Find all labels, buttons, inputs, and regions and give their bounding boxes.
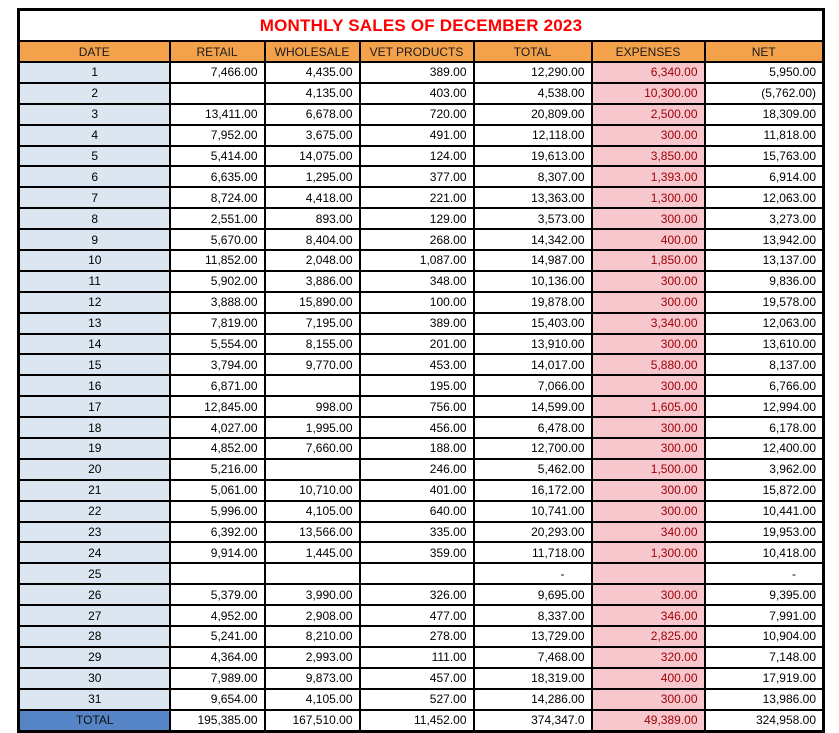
cell-date: 27 xyxy=(19,605,170,626)
cell-total: 10,136.00 xyxy=(474,271,592,292)
cell-retail: 4,364.00 xyxy=(170,647,265,668)
cell-retail: 5,670.00 xyxy=(170,229,265,250)
table-row xyxy=(19,522,824,543)
cell-vet-products: 457.00 xyxy=(360,668,474,689)
cell-wholesale: 8,210.00 xyxy=(265,626,360,647)
cell-retail: 5,414.00 xyxy=(170,146,265,167)
cell-retail: 4,852.00 xyxy=(170,438,265,459)
column-header-total: TOTAL xyxy=(474,41,592,62)
table-row xyxy=(19,668,824,689)
cell-net: 19,953.00 xyxy=(705,522,824,543)
cell-total: 20,809.00 xyxy=(474,104,592,125)
cell-total: 12,118.00 xyxy=(474,125,592,146)
cell-net: 19,578.00 xyxy=(705,292,824,313)
cell-retail: 7,819.00 xyxy=(170,313,265,334)
table-row xyxy=(19,166,824,187)
cell-wholesale xyxy=(265,459,360,480)
table-row xyxy=(19,542,824,563)
cell-vet-products: 527.00 xyxy=(360,689,474,710)
cell-date: 23 xyxy=(19,522,170,543)
cell-expenses: 346.00 xyxy=(592,605,705,626)
cell-vet-products: 640.00 xyxy=(360,501,474,522)
cell-total: 18,319.00 xyxy=(474,668,592,689)
column-header-date: DATE xyxy=(19,41,170,62)
cell-retail: 9,914.00 xyxy=(170,542,265,563)
cell-date: 6 xyxy=(19,166,170,187)
total-cell-wholesale: 167,510.00 xyxy=(265,710,360,731)
table-row xyxy=(19,354,824,375)
cell-date: 25 xyxy=(19,563,170,584)
cell-retail: 9,654.00 xyxy=(170,689,265,710)
cell-wholesale: 3,990.00 xyxy=(265,584,360,605)
cell-vet-products: 335.00 xyxy=(360,522,474,543)
cell-vet-products: 124.00 xyxy=(360,146,474,167)
cell-net: (5,762.00) xyxy=(705,83,824,104)
cell-expenses: 300.00 xyxy=(592,584,705,605)
cell-date: 4 xyxy=(19,125,170,146)
cell-total: 14,599.00 xyxy=(474,396,592,417)
cell-retail: 3,888.00 xyxy=(170,292,265,313)
column-header-net: NET xyxy=(705,41,824,62)
cell-date: 24 xyxy=(19,542,170,563)
table-row xyxy=(19,146,824,167)
cell-date: 17 xyxy=(19,396,170,417)
cell-wholesale: 6,678.00 xyxy=(265,104,360,125)
cell-wholesale: 4,418.00 xyxy=(265,187,360,208)
cell-retail: 5,554.00 xyxy=(170,334,265,355)
total-row xyxy=(19,710,824,731)
cell-total: 3,573.00 xyxy=(474,208,592,229)
cell-expenses: 2,825.00 xyxy=(592,626,705,647)
cell-wholesale: 2,048.00 xyxy=(265,250,360,271)
cell-expenses: 300.00 xyxy=(592,480,705,501)
column-header-retail: RETAIL xyxy=(170,41,265,62)
cell-retail: 3,794.00 xyxy=(170,354,265,375)
cell-net: 18,309.00 xyxy=(705,104,824,125)
table-row xyxy=(19,313,824,334)
table-row xyxy=(19,292,824,313)
cell-expenses: 1,605.00 xyxy=(592,396,705,417)
total-cell-vet-products: 11,452.00 xyxy=(360,710,474,731)
total-cell-net: 324,958.00 xyxy=(705,710,824,731)
table-row xyxy=(19,584,824,605)
cell-retail: 6,635.00 xyxy=(170,166,265,187)
cell-expenses: 320.00 xyxy=(592,647,705,668)
cell-total: 12,700.00 xyxy=(474,438,592,459)
cell-expenses: 1,850.00 xyxy=(592,250,705,271)
table-row xyxy=(19,104,824,125)
cell-date: 7 xyxy=(19,187,170,208)
cell-net: 8,137.00 xyxy=(705,354,824,375)
cell-expenses: 300.00 xyxy=(592,689,705,710)
cell-retail: 5,379.00 xyxy=(170,584,265,605)
cell-vet-products xyxy=(360,563,474,584)
cell-total: 11,718.00 xyxy=(474,542,592,563)
cell-wholesale: 8,155.00 xyxy=(265,334,360,355)
cell-date: 31 xyxy=(19,689,170,710)
cell-date: 21 xyxy=(19,480,170,501)
cell-retail: 13,411.00 xyxy=(170,104,265,125)
cell-total: 14,017.00 xyxy=(474,354,592,375)
cell-retail xyxy=(170,83,265,104)
cell-wholesale: 1,295.00 xyxy=(265,166,360,187)
cell-expenses: 300.00 xyxy=(592,375,705,396)
cell-wholesale: 4,105.00 xyxy=(265,501,360,522)
cell-vet-products: 477.00 xyxy=(360,605,474,626)
cell-expenses: 1,500.00 xyxy=(592,459,705,480)
cell-total: 7,066.00 xyxy=(474,375,592,396)
cell-vet-products: 348.00 xyxy=(360,271,474,292)
cell-wholesale: 1,445.00 xyxy=(265,542,360,563)
cell-total: - xyxy=(474,563,592,584)
cell-net: 7,991.00 xyxy=(705,605,824,626)
cell-date: 26 xyxy=(19,584,170,605)
cell-net: 13,610.00 xyxy=(705,334,824,355)
cell-date: 28 xyxy=(19,626,170,647)
cell-expenses: 300.00 xyxy=(592,438,705,459)
cell-net: 6,178.00 xyxy=(705,417,824,438)
cell-expenses: 2,500.00 xyxy=(592,104,705,125)
cell-vet-products: 359.00 xyxy=(360,542,474,563)
cell-date: 8 xyxy=(19,208,170,229)
cell-total: 14,342.00 xyxy=(474,229,592,250)
cell-net: 13,942.00 xyxy=(705,229,824,250)
cell-net: 10,418.00 xyxy=(705,542,824,563)
table-row xyxy=(19,208,824,229)
cell-date: 9 xyxy=(19,229,170,250)
cell-total: 13,729.00 xyxy=(474,626,592,647)
cell-net: 17,919.00 xyxy=(705,668,824,689)
table-row xyxy=(19,647,824,668)
cell-net: 6,914.00 xyxy=(705,166,824,187)
cell-date: 20 xyxy=(19,459,170,480)
cell-expenses: 300.00 xyxy=(592,292,705,313)
cell-total: 8,307.00 xyxy=(474,166,592,187)
cell-expenses: 1,300.00 xyxy=(592,187,705,208)
table-row xyxy=(19,605,824,626)
cell-vet-products: 491.00 xyxy=(360,125,474,146)
cell-vet-products: 129.00 xyxy=(360,208,474,229)
cell-retail: 5,902.00 xyxy=(170,271,265,292)
column-header-vet-products: VET PRODUCTS xyxy=(360,41,474,62)
cell-wholesale: 4,135.00 xyxy=(265,83,360,104)
table-row xyxy=(19,689,824,710)
cell-vet-products: 720.00 xyxy=(360,104,474,125)
column-header-expenses: EXPENSES xyxy=(592,41,705,62)
cell-retail: 5,216.00 xyxy=(170,459,265,480)
column-header-wholesale: WHOLESALE xyxy=(265,41,360,62)
cell-expenses: 300.00 xyxy=(592,417,705,438)
monthly-sales-table xyxy=(17,8,825,733)
cell-net: 12,063.00 xyxy=(705,313,824,334)
column-header-row xyxy=(19,41,824,62)
cell-total: 20,293.00 xyxy=(474,522,592,543)
cell-total: 14,987.00 xyxy=(474,250,592,271)
cell-vet-products: 377.00 xyxy=(360,166,474,187)
cell-wholesale: 1,995.00 xyxy=(265,417,360,438)
cell-date: 15 xyxy=(19,354,170,375)
cell-vet-products: 201.00 xyxy=(360,334,474,355)
cell-expenses: 400.00 xyxy=(592,668,705,689)
cell-net: 15,763.00 xyxy=(705,146,824,167)
cell-vet-products: 756.00 xyxy=(360,396,474,417)
cell-vet-products: 188.00 xyxy=(360,438,474,459)
cell-vet-products: 221.00 xyxy=(360,187,474,208)
cell-date: 13 xyxy=(19,313,170,334)
cell-wholesale: 9,770.00 xyxy=(265,354,360,375)
table-row xyxy=(19,417,824,438)
cell-net: 10,904.00 xyxy=(705,626,824,647)
cell-retail: 7,952.00 xyxy=(170,125,265,146)
cell-retail: 11,852.00 xyxy=(170,250,265,271)
table-row xyxy=(19,375,824,396)
table-row xyxy=(19,396,824,417)
table-row xyxy=(19,83,824,104)
cell-expenses: 300.00 xyxy=(592,334,705,355)
cell-expenses: 5,880.00 xyxy=(592,354,705,375)
cell-vet-products: 100.00 xyxy=(360,292,474,313)
cell-net: 10,441.00 xyxy=(705,501,824,522)
cell-net: 13,986.00 xyxy=(705,689,824,710)
cell-net: 7,148.00 xyxy=(705,647,824,668)
cell-vet-products: 246.00 xyxy=(360,459,474,480)
cell-wholesale: 7,195.00 xyxy=(265,313,360,334)
table-row xyxy=(19,62,824,83)
cell-net: 5,950.00 xyxy=(705,62,824,83)
cell-retail: 5,996.00 xyxy=(170,501,265,522)
cell-total: 4,538.00 xyxy=(474,83,592,104)
cell-expenses: 10,300.00 xyxy=(592,83,705,104)
cell-wholesale: 4,435.00 xyxy=(265,62,360,83)
cell-total: 13,363.00 xyxy=(474,187,592,208)
cell-wholesale: 9,873.00 xyxy=(265,668,360,689)
total-cell-date: TOTAL xyxy=(19,710,170,731)
cell-total: 8,337.00 xyxy=(474,605,592,626)
cell-retail: 7,466.00 xyxy=(170,62,265,83)
cell-wholesale xyxy=(265,375,360,396)
cell-date: 3 xyxy=(19,104,170,125)
cell-total: 14,286.00 xyxy=(474,689,592,710)
cell-vet-products: 268.00 xyxy=(360,229,474,250)
cell-wholesale: 13,566.00 xyxy=(265,522,360,543)
cell-net: 6,766.00 xyxy=(705,375,824,396)
cell-total: 6,478.00 xyxy=(474,417,592,438)
cell-date: 2 xyxy=(19,83,170,104)
cell-expenses: 300.00 xyxy=(592,208,705,229)
cell-wholesale: 4,105.00 xyxy=(265,689,360,710)
cell-net: 3,962.00 xyxy=(705,459,824,480)
cell-net: 3,273.00 xyxy=(705,208,824,229)
total-cell-expenses: 49,389.00 xyxy=(592,710,705,731)
cell-expenses: 1,393.00 xyxy=(592,166,705,187)
cell-total: 12,290.00 xyxy=(474,62,592,83)
table-row xyxy=(19,459,824,480)
table-row xyxy=(19,501,824,522)
cell-total: 13,910.00 xyxy=(474,334,592,355)
cell-expenses: 300.00 xyxy=(592,271,705,292)
table-row xyxy=(19,438,824,459)
cell-expenses: 400.00 xyxy=(592,229,705,250)
cell-net: 11,818.00 xyxy=(705,125,824,146)
cell-net: 12,063.00 xyxy=(705,187,824,208)
cell-date: 18 xyxy=(19,417,170,438)
cell-net: 15,872.00 xyxy=(705,480,824,501)
cell-net: - xyxy=(705,563,824,584)
cell-vet-products: 1,087.00 xyxy=(360,250,474,271)
cell-vet-products: 111.00 xyxy=(360,647,474,668)
cell-retail: 12,845.00 xyxy=(170,396,265,417)
cell-vet-products: 195.00 xyxy=(360,375,474,396)
total-cell-total: 374,347.0 xyxy=(474,710,592,731)
cell-retail: 6,392.00 xyxy=(170,522,265,543)
cell-wholesale: 3,675.00 xyxy=(265,125,360,146)
cell-retail xyxy=(170,563,265,584)
cell-wholesale: 10,710.00 xyxy=(265,480,360,501)
cell-wholesale xyxy=(265,563,360,584)
cell-wholesale: 2,908.00 xyxy=(265,605,360,626)
table-row xyxy=(19,271,824,292)
cell-date: 30 xyxy=(19,668,170,689)
cell-vet-products: 278.00 xyxy=(360,626,474,647)
cell-net: 12,400.00 xyxy=(705,438,824,459)
cell-retail: 6,871.00 xyxy=(170,375,265,396)
cell-expenses: 6,340.00 xyxy=(592,62,705,83)
cell-total: 7,468.00 xyxy=(474,647,592,668)
cell-date: 10 xyxy=(19,250,170,271)
cell-total: 5,462.00 xyxy=(474,459,592,480)
cell-net: 9,836.00 xyxy=(705,271,824,292)
cell-net: 12,994.00 xyxy=(705,396,824,417)
cell-date: 19 xyxy=(19,438,170,459)
cell-total: 15,403.00 xyxy=(474,313,592,334)
cell-vet-products: 456.00 xyxy=(360,417,474,438)
cell-wholesale: 998.00 xyxy=(265,396,360,417)
table-row xyxy=(19,480,824,501)
cell-date: 16 xyxy=(19,375,170,396)
cell-wholesale: 8,404.00 xyxy=(265,229,360,250)
cell-retail: 8,724.00 xyxy=(170,187,265,208)
table-row xyxy=(19,250,824,271)
cell-retail: 5,241.00 xyxy=(170,626,265,647)
table-row xyxy=(19,626,824,647)
cell-date: 29 xyxy=(19,647,170,668)
cell-vet-products: 453.00 xyxy=(360,354,474,375)
cell-date: 11 xyxy=(19,271,170,292)
table-row xyxy=(19,187,824,208)
cell-wholesale: 7,660.00 xyxy=(265,438,360,459)
cell-retail: 2,551.00 xyxy=(170,208,265,229)
cell-expenses: 300.00 xyxy=(592,125,705,146)
cell-wholesale: 3,886.00 xyxy=(265,271,360,292)
cell-total: 19,878.00 xyxy=(474,292,592,313)
cell-expenses xyxy=(592,563,705,584)
cell-date: 5 xyxy=(19,146,170,167)
cell-retail: 4,027.00 xyxy=(170,417,265,438)
cell-date: 22 xyxy=(19,501,170,522)
cell-retail: 5,061.00 xyxy=(170,480,265,501)
cell-date: 12 xyxy=(19,292,170,313)
cell-retail: 7,989.00 xyxy=(170,668,265,689)
cell-total: 10,741.00 xyxy=(474,501,592,522)
cell-vet-products: 326.00 xyxy=(360,584,474,605)
cell-vet-products: 401.00 xyxy=(360,480,474,501)
cell-expenses: 3,850.00 xyxy=(592,146,705,167)
title-row xyxy=(19,10,824,42)
cell-net: 13,137.00 xyxy=(705,250,824,271)
cell-expenses: 3,340.00 xyxy=(592,313,705,334)
table-row xyxy=(19,563,824,584)
cell-net: 9,395.00 xyxy=(705,584,824,605)
cell-total: 9,695.00 xyxy=(474,584,592,605)
table-row xyxy=(19,334,824,355)
table-row xyxy=(19,125,824,146)
cell-date: 1 xyxy=(19,62,170,83)
cell-date: 14 xyxy=(19,334,170,355)
cell-expenses: 340.00 xyxy=(592,522,705,543)
cell-vet-products: 403.00 xyxy=(360,83,474,104)
cell-expenses: 300.00 xyxy=(592,501,705,522)
cell-wholesale: 14,075.00 xyxy=(265,146,360,167)
cell-vet-products: 389.00 xyxy=(360,313,474,334)
table-row xyxy=(19,229,824,250)
cell-vet-products: 389.00 xyxy=(360,62,474,83)
cell-expenses: 1,300.00 xyxy=(592,542,705,563)
total-cell-retail: 195,385.00 xyxy=(170,710,265,731)
table-title: MONTHLY SALES OF DECEMBER 2023 xyxy=(19,10,824,42)
cell-total: 16,172.00 xyxy=(474,480,592,501)
cell-wholesale: 893.00 xyxy=(265,208,360,229)
cell-retail: 4,952.00 xyxy=(170,605,265,626)
cell-total: 19,613.00 xyxy=(474,146,592,167)
cell-wholesale: 2,993.00 xyxy=(265,647,360,668)
cell-wholesale: 15,890.00 xyxy=(265,292,360,313)
